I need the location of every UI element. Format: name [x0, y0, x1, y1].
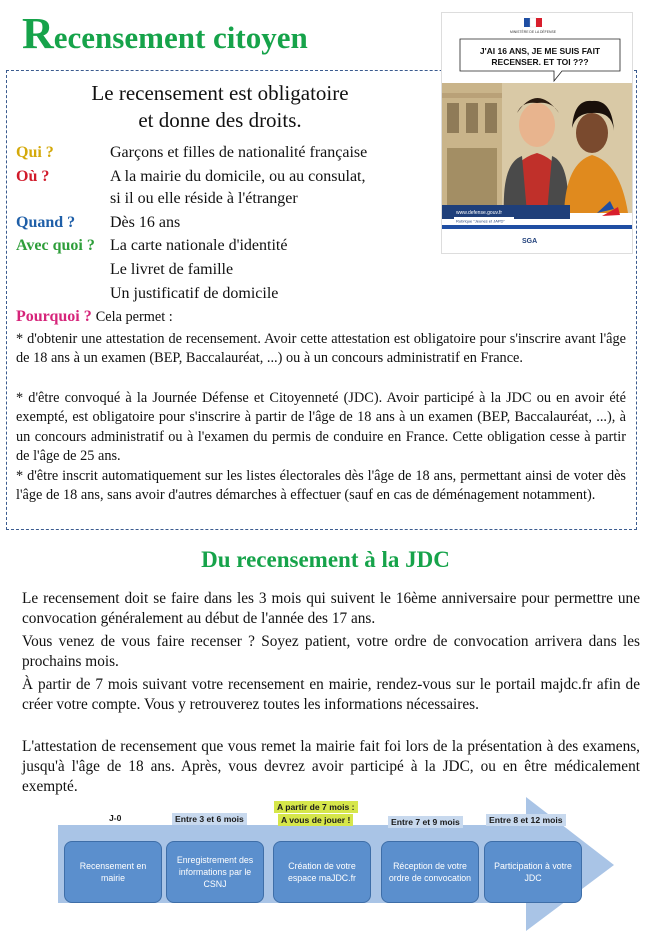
- pourquoi-item-2: * d'être convoqué à la Journée Défense et Citoyenneté (JDC). Avoir participé à la JDC ou en avoir été exempté, est obligatoire pour s'inscrire à partir de l'âge de 18 ans à un examen (BEP, Baccalauréat, ...), à un concours administratif ou à l'examen du permis de conduire en France. Cette obligation cesse à partir de l'âge de 25 ans.: [16, 390, 626, 464]
- label-pourquoi: Pourquoi ?: [16, 308, 92, 325]
- timeline-label-7-sub: A vous de jouer !: [278, 814, 353, 826]
- pourquoi-item-3: * d'être inscrit automatiquement sur les listes électorales dès l'âge de 18 ans, permettant ainsi de voter dès l'âge de 18 ans, sans avoir d'autres démarches à effectuer (sauf en cas de déménagement notamment).: [16, 468, 626, 504]
- label-ou: Où ?: [16, 168, 50, 185]
- poster-sga: SGA: [522, 238, 538, 245]
- value-ou-line2: si il ou elle réside à l'étranger: [110, 190, 298, 207]
- ministry-text: MINISTÈRE DE LA DÉFENSE: [510, 30, 556, 34]
- intro-text: Le recensement est obligatoire et donne des droits.: [91, 81, 349, 132]
- timeline-step-enregistrement: Enregistrement des informations par le CSNJ: [166, 841, 264, 903]
- paragraph-3: À partir de 7 mois suivant votre recensement en mairie, rendez-vous sur le portail majdc.fr afin de créer votre compte. Vous y retrouverez toutes les informations nécessaires.: [22, 676, 640, 713]
- pourquoi-item-1: * d'obtenir une attestation de recensement. Avoir cette attestation est obligatoire pour s'inscrire avant l'âge de 18 ans à un examen (BEP, Baccalauréat, ...) ou à un concours administratif en France.: [16, 331, 626, 367]
- timeline-label-7-9: Entre 7 et 9 mois: [388, 816, 463, 828]
- poster-site: www.defense.gouv.fr: [456, 210, 503, 216]
- paragraph-1: Le recensement doit se faire dans les 3 mois qui suivent le 16ème anniversaire pour permettre une convocation généralement au début de l'année des 17 ans.: [22, 590, 640, 627]
- label-qui: Qui ?: [16, 144, 54, 161]
- value-quand: Dès 16 ans: [110, 214, 181, 231]
- pourquoi-intro: Cela permet :: [95, 309, 173, 325]
- timeline-step-recensement: Recensement en mairie: [64, 841, 162, 903]
- timeline-label-3-6: Entre 3 et 6 mois: [172, 813, 247, 825]
- timeline-step-creation: Création de votre espace maJDC.fr: [273, 841, 371, 903]
- paragraph-4: L'attestation de recensement que vous remet la mairie fait foi lors de la présentation à des examens, jusqu'à l'âge de 18 ans. Après, vous devrez avoir participé à la JDC, ou en être médicalement exempté.: [22, 738, 640, 795]
- timeline-label-8-12: Entre 8 et 12 mois: [486, 814, 566, 826]
- value-ou-line1: A la mairie du domicile, ou au consulat,: [110, 168, 366, 185]
- timeline-label-7-title: A partir de 7 mois :: [274, 801, 358, 813]
- value-avec-quoi-2: Le livret de famille: [110, 261, 234, 278]
- value-qui: Garçons et filles de nationalité française: [110, 144, 368, 161]
- recensement-poster: [441, 12, 633, 254]
- page-title: Recensement citoyen: [22, 9, 308, 58]
- timeline-label-j0: J-0: [109, 813, 122, 823]
- timeline-step-participation: Participation à votre JDC: [484, 841, 582, 903]
- value-avec-quoi-1: La carte nationale d'identité: [110, 237, 288, 254]
- pourquoi-row: [16, 308, 173, 326]
- paragraph-2: Vous venez de vous faire recenser ? Soyez patient, votre ordre de convocation arrivera dans les prochains mois.: [22, 633, 640, 670]
- poster-illustration: [442, 13, 632, 253]
- label-avec-quoi: Avec quoi ?: [16, 237, 95, 254]
- timeline-step-reception: Réception de votre ordre de convocation: [381, 841, 479, 903]
- svg-text:J'AI 16 ANS, JE ME SUIS FAIT: J'AI 16 ANS, JE ME SUIS FAIT: [479, 46, 601, 56]
- svg-text:RECENSER. ET TOI ???: RECENSER. ET TOI ???: [491, 57, 589, 67]
- poster-rubric: Rubrique "Jeunes et JAPD": [456, 218, 505, 224]
- label-quand: Quand ?: [16, 214, 76, 231]
- section-heading: Du recensement à la JDC: [201, 547, 450, 572]
- value-avec-quoi-3: Un justificatif de domicile: [110, 285, 279, 302]
